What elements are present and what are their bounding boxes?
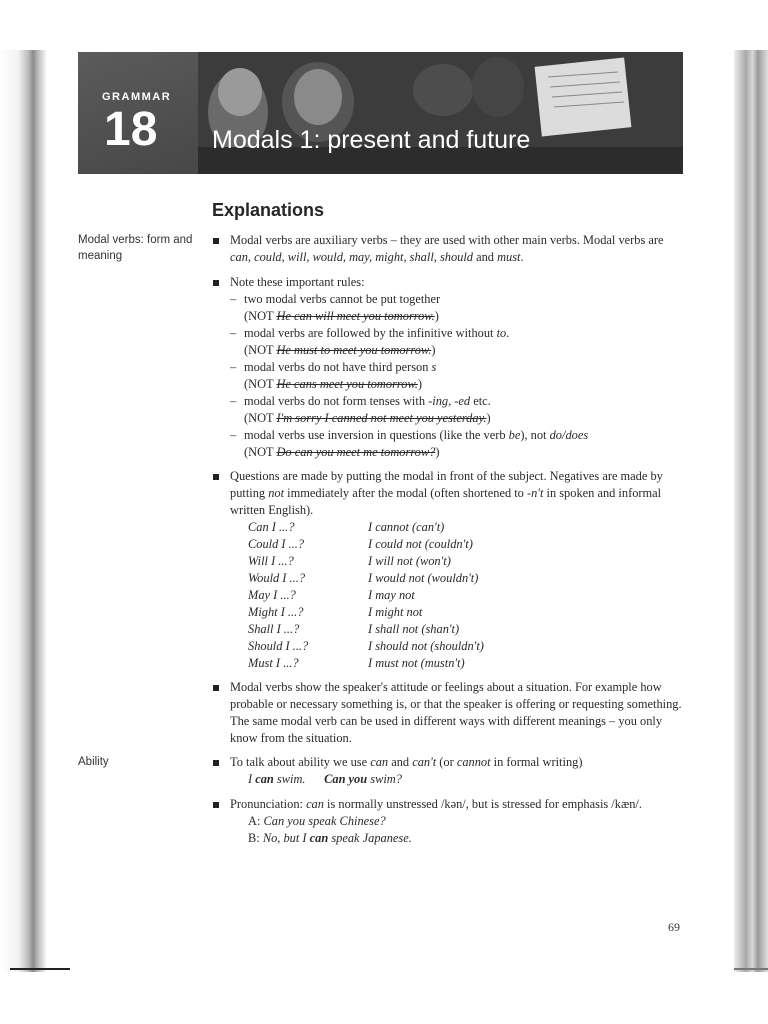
ability-examples: I can swim. Can you swim?	[248, 772, 402, 786]
bullet-square	[213, 802, 219, 808]
scan-edge-right	[734, 50, 768, 972]
rule-item: – two modal verbs cannot be put together	[230, 292, 441, 306]
chapter-title: Modals 1: present and future	[212, 126, 531, 154]
bullet-square	[213, 685, 219, 691]
negative-form: I will not (won't)	[368, 554, 451, 568]
bullet-square	[213, 474, 219, 480]
bullet-questions-negatives: Questions are made by putting the modal in front of the subject. Negatives are made by putting not immediately after the modal (often shortened to -n't in spoken and informal written English). Can I ...? I cannot (can't) Could I ...? I could not (couldn't) Will I ...? I will not (won't) Would I ...? I would not (wouldn't) May I ...? I may not Might I ...? I might not Shall I ...? I shall not (shan't) Should I ...? I should not (shouldn't) Must I ...? I must not (mustn't)	[212, 468, 682, 672]
question-form: Will I ...?	[248, 554, 294, 568]
bullet-square	[213, 238, 219, 244]
question-form: Can I ...?	[248, 520, 295, 534]
chapter-banner	[78, 52, 683, 174]
negative-form: I could not (couldn't)	[368, 537, 473, 551]
modal-forms-table	[212, 519, 682, 672]
negative-form: I shall not (shan't)	[368, 622, 460, 636]
bullet-square	[213, 760, 219, 766]
negative-form: I might not	[368, 605, 423, 619]
negative-form: I must not (mustn't)	[368, 656, 465, 670]
section-title: Explanations	[212, 200, 325, 220]
rule-item: – modal verbs use inversion in questions (like the verb be), not do/does	[230, 428, 589, 442]
bullet-rules: Note these important rules: – two modal verbs cannot be put together (NOT He can will meet you tomorrow.) – modal verbs are followed by the infinitive without to. (NOT He must to meet you tomorrow.) – modal verbs do not have third person s (NOT He cans meet you tomorrow.) – modal verbs do not form tenses with -ing, -ed etc. (NOT I'm sorry I canned not meet you yesterday.) – modal verbs use inversion in questions (like the verb be), not do/does (NOT Do can you meet me tomorrow?)	[212, 274, 682, 461]
rule-item: – modal verbs do not have third person s	[230, 360, 437, 374]
question-form: Would I ...?	[248, 571, 306, 585]
bullet-pronunciation: Pronunciation: can is normally unstressed /kən/, but is stressed for emphasis /kæn/. A: Can you speak Chinese? B: No, but I can speak Japanese.	[212, 796, 682, 847]
unit-number: 18	[104, 103, 158, 156]
scan-edge-bottom	[10, 968, 70, 970]
rule-wrong-example: (NOT He cans meet you tomorrow.)	[244, 377, 423, 391]
question-form: Should I ...?	[248, 639, 309, 653]
question-form: Shall I ...?	[248, 622, 300, 636]
negative-form: I would not (wouldn't)	[368, 571, 479, 585]
bullet-ability: To talk about ability we use can and can't (or cannot in formal writing) I can swim. Can you swim?	[212, 754, 682, 788]
margin-heading-ability: Ability	[78, 756, 109, 768]
question-form: Could I ...?	[248, 537, 305, 551]
unit-box	[78, 52, 198, 174]
dialogue-line-a: A: Can you speak Chinese?	[248, 814, 386, 828]
rule-wrong-example: (NOT He can will meet you tomorrow.)	[244, 309, 439, 323]
page-number: 69	[668, 920, 680, 934]
negative-form: I should not (shouldn't)	[368, 639, 484, 653]
scan-edge-left	[0, 50, 46, 972]
bullet-attitude: Modal verbs show the speaker's attitude or feelings about a situation. For example how probable or necessary something is, or that the speaker is offering or requesting something. The same modal verb can be used in different ways with different meanings – you only know from the situation.	[212, 679, 682, 747]
question-form: May I ...?	[248, 588, 296, 602]
scan-edge-bottom-right	[734, 968, 768, 970]
bullet-modal-verbs: Modal verbs are auxiliary verbs – they are used with other main verbs. Modal verbs are can, could, will, would, may, might, shall, should and must.	[212, 232, 682, 266]
rule-item: – modal verbs do not form tenses with -ing, -ed etc.	[230, 394, 491, 408]
unit-label: GRAMMAR	[102, 91, 172, 103]
negative-form: I cannot (can't)	[368, 520, 445, 534]
margin-heading-form: Modal verbs: form and meaning	[78, 234, 193, 262]
negative-form: I may not	[368, 588, 415, 602]
question-form: Might I ...?	[248, 605, 304, 619]
bullet-square	[213, 280, 219, 286]
question-form: Must I ...?	[248, 656, 299, 670]
rule-wrong-example: (NOT Do can you meet me tomorrow?)	[244, 445, 440, 459]
rule-wrong-example: (NOT He must to meet you tomorrow.)	[244, 343, 436, 357]
rule-item: – modal verbs are followed by the infinitive without to.	[230, 326, 510, 340]
dialogue-line-b: B: No, but I can speak Japanese.	[248, 831, 412, 845]
rule-wrong-example: (NOT I'm sorry I canned not meet you yesterday.)	[244, 411, 491, 425]
